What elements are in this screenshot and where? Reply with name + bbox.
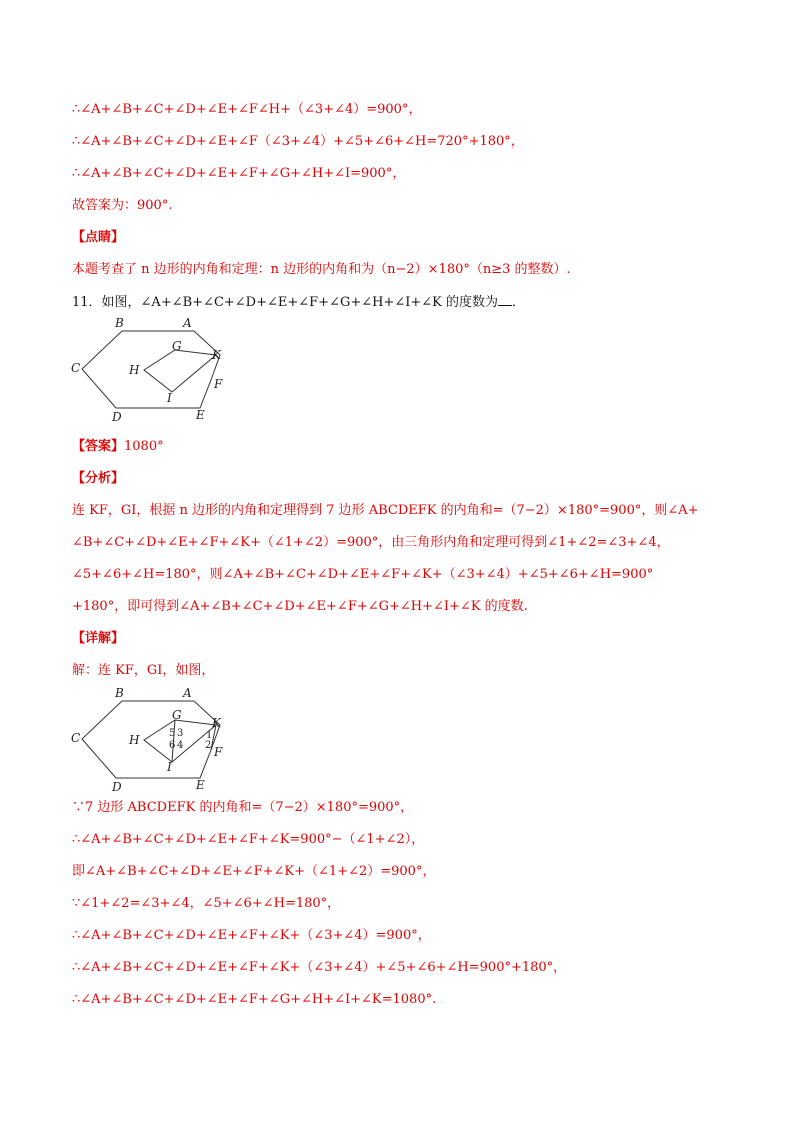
label-I: I xyxy=(167,760,172,774)
detail-intro: 解：连 KF，GI，如图， xyxy=(72,663,215,678)
dianjing-heading: 【点睛】 xyxy=(72,230,125,245)
analysis-heading: 【分析】 xyxy=(72,471,125,486)
analysis-line-2: ∠B+∠C+∠D+∠E+∠F+∠K+（∠1+∠2）=900°，由三角形内角和定理可得到∠1+∠2=∠3+∠4， xyxy=(72,535,670,550)
detail-heading: 【详解】 xyxy=(72,631,125,646)
previous-answer: 故答案为：900°. xyxy=(72,198,173,213)
question-end: ． xyxy=(512,295,526,310)
detail-line-5: ∴∠A+∠B+∠C+∠D+∠E+∠F+∠K+（∠3+∠4）=900°， xyxy=(72,928,431,943)
label-A: A xyxy=(183,316,192,330)
solution-figure xyxy=(66,683,236,795)
angle-1: 1 xyxy=(206,730,213,741)
label-A: A xyxy=(183,686,192,700)
detail-line-4: ∵∠1+∠2=∠3+∠4，∠5+∠6+∠H=180°， xyxy=(72,896,341,911)
label-G: G xyxy=(172,339,182,353)
angle-3: 3 xyxy=(177,728,184,739)
label-C: C xyxy=(71,361,81,375)
label-F: F xyxy=(214,745,223,759)
question-11 xyxy=(72,293,733,312)
answer-heading: 【答案】 xyxy=(72,439,125,454)
label-C: C xyxy=(71,731,81,745)
label-G: G xyxy=(172,708,182,722)
detail-line-3: 即∠A+∠B+∠C+∠D+∠E+∠F+∠K+（∠1+∠2）=900°， xyxy=(72,864,436,879)
analysis-line-3: ∠5+∠6+∠H=180°，则∠A+∠B+∠C+∠D+∠E+∠F+∠K+（∠3+∠4）+∠5+∠6+∠H=900° xyxy=(72,567,654,582)
quadrilateral-ghi xyxy=(144,350,216,392)
question-figure xyxy=(66,313,236,425)
angle-4: 4 xyxy=(177,740,184,751)
label-K: K xyxy=(212,348,221,362)
detail-line-6: ∴∠A+∠B+∠C+∠D+∠E+∠F+∠K+（∠3+∠4）+∠5+∠6+∠H=900°+180°， xyxy=(72,960,567,975)
detail-line-2: ∴∠A+∠B+∠C+∠D+∠E+∠F+∠K=900°−（∠1+∠2）， xyxy=(72,832,425,847)
solution-line-3: ∴∠A+∠B+∠C+∠D+∠E+∠F+∠G+∠H+∠I=900°， xyxy=(72,166,406,181)
angle-6: 6 xyxy=(169,740,176,751)
label-B: B xyxy=(115,686,124,700)
dianjing-text: 本题考查了 n 边形的内角和定理：n 边形的内角和为（n−2）×180°（n≥3 的整数）. xyxy=(72,262,571,277)
answer-blank xyxy=(498,293,512,306)
label-H: H xyxy=(129,363,140,377)
label-E: E xyxy=(196,778,205,792)
question-text: 11．如图，∠A+∠B+∠C+∠D+∠E+∠F+∠G+∠H+∠I+∠K 的度数为 xyxy=(72,295,499,310)
analysis-line-1: 连 KF，GI，根据 n 边形的内角和定理得到 7 边形 ABCDEFK 的内角和=（7−2）×180°=900°，则∠A+ xyxy=(72,503,699,518)
label-E: E xyxy=(196,408,205,422)
label-F: F xyxy=(214,377,223,391)
solution-line-1: ∴∠A+∠B+∠C+∠D+∠E+∠F∠H+（∠3+∠4）=900°， xyxy=(72,102,422,117)
label-D: D xyxy=(112,780,122,794)
detail-line-1: ∵7 边形 ABCDEFK 的内角和=（7−2）×180°=900°， xyxy=(72,800,414,815)
answer-value: 1080° xyxy=(124,439,164,454)
label-K: K xyxy=(212,716,221,730)
solution-line-2: ∴∠A+∠B+∠C+∠D+∠E+∠F（∠3+∠4）+∠5+∠6+∠H=720°+180°， xyxy=(72,134,524,149)
angle-2: 2 xyxy=(205,740,212,751)
detail-line-7: ∴∠A+∠B+∠C+∠D+∠E+∠F+∠G+∠H+∠I+∠K=1080°. xyxy=(72,992,437,1007)
label-D: D xyxy=(112,410,122,424)
answer-line xyxy=(72,438,733,456)
angle-5: 5 xyxy=(169,728,176,739)
label-I: I xyxy=(167,391,172,405)
label-B: B xyxy=(115,316,124,330)
label-H: H xyxy=(129,733,140,747)
analysis-line-4: +180°，即可得到∠A+∠B+∠C+∠D+∠E+∠F+∠G+∠H+∠I+∠K 的度数. xyxy=(72,599,528,614)
